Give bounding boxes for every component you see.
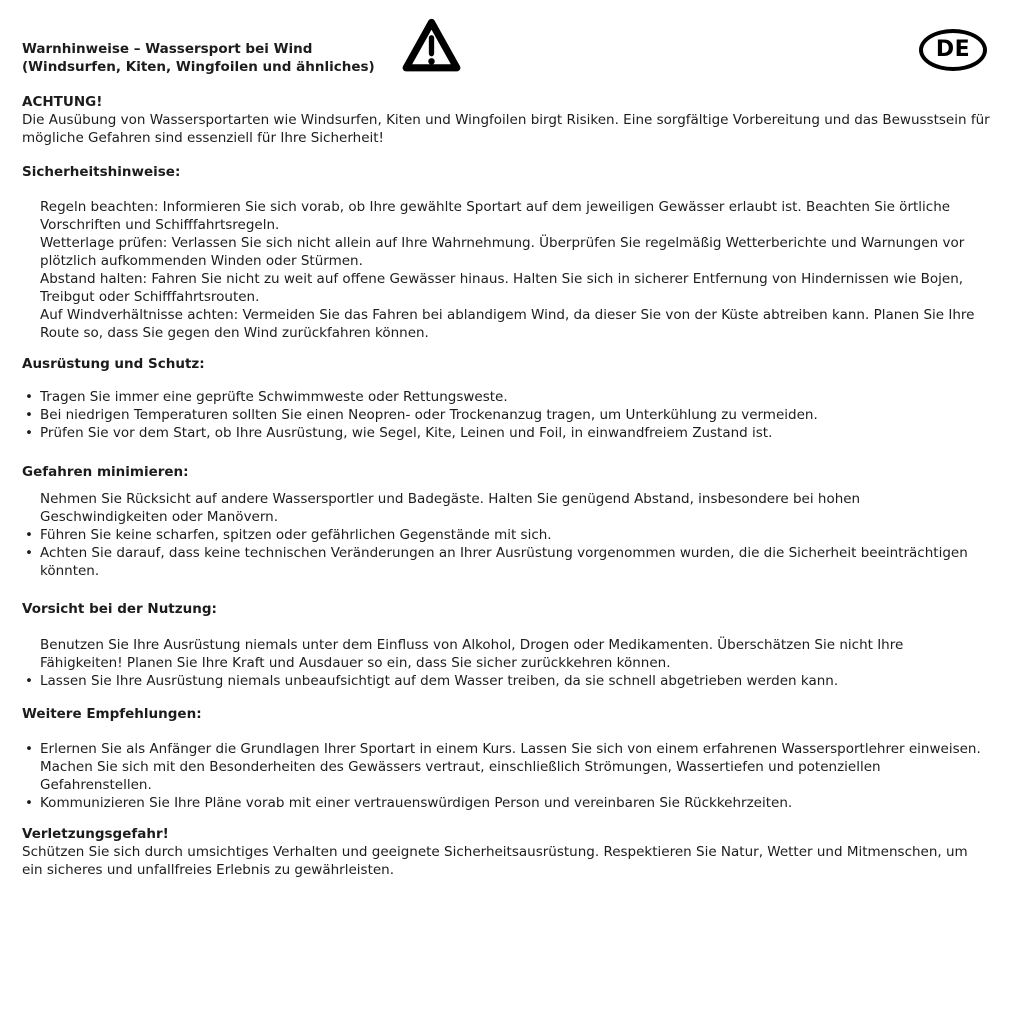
warning-triangle-icon: [402, 16, 461, 76]
bullet-item-text: Führen Sie keine scharfen, spitzen oder gefährlichen Gegenstände mit sich.: [40, 527, 552, 543]
section-heading: Verletzungsgefahr!: [22, 826, 169, 842]
page-title: [22, 40, 402, 76]
bullet-item-text: Bei niedrigen Temperaturen sollten Sie einen Neopren- oder Trockenanzug tragen, um Unterkühlung zu vermeiden.: [40, 407, 818, 423]
paragraph: Nehmen Sie Rücksicht auf andere Wassersportler und Badegäste. Halten Sie genügend Abstand, insbesondere bei hohen Geschwindigkeiten oder Manövern.: [40, 491, 861, 525]
paragraph: Die Ausübung von Wassersportarten wie Windsurfen, Kiten und Wingfoilen birgt Risiken. Eine sorgfältige Vorbereitung und das Bewusstsein für mögliche Gefahren sind essenziell für Ihre Sicherheit!: [22, 112, 990, 146]
bullet-item-text: Prüfen Sie vor dem Start, ob Ihre Ausrüstung, wie Segel, Kite, Leinen und Foil, in einwandfreiem Zustand ist.: [40, 425, 773, 441]
paragraph: Auf Windverhältnisse achten: Vermeiden Sie das Fahren bei ablandigem Wind, da dieser Sie von der Küste abtreiben kann. Planen Sie Ihre Route so, dass Sie gegen den Wind zurückfahren können.: [40, 307, 975, 341]
bullet-icon: •: [25, 545, 33, 561]
bullet-item: [22, 740, 990, 758]
bullet-item: [22, 406, 990, 424]
bullet-icon: •: [25, 527, 33, 543]
bullet-icon: •: [25, 795, 33, 811]
bullet-item: [22, 672, 990, 690]
section-achtung: [22, 93, 990, 147]
section-heading: ACHTUNG!: [22, 94, 103, 110]
section-vorsicht-bei-der-nutzung: [22, 600, 990, 690]
paragraph: Wetterlage prüfen: Verlassen Sie sich nicht allein auf Ihre Wahrnehmung. Überprüfen Sie regelmäßig Wetterberichte und Warnungen vor plötzlich aufkommenden Winden oder Stürmen.: [40, 235, 965, 269]
bullet-icon: •: [25, 425, 33, 441]
section-sicherheitshinweise: [22, 163, 990, 342]
bullet-item-text: Lassen Sie Ihre Ausrüstung niemals unbeaufsichtigt auf dem Wasser treiben, da sie schnell abgetrieben werden kann.: [40, 673, 839, 689]
bullet-item: [22, 424, 990, 442]
bullet-icon: •: [25, 673, 33, 689]
bullet-icon: •: [25, 407, 33, 423]
paragraph: Regeln beachten: Informieren Sie sich vorab, ob Ihre gewählte Sportart auf dem jeweiligen Gewässer erlaubt ist. Beachten Sie örtliche Vorschriften und Schifffahrtsregeln.: [40, 199, 951, 233]
section-heading: Sicherheitshinweise:: [22, 164, 181, 180]
section-verletzungsgefahr: [22, 825, 990, 879]
bullet-item-text: Tragen Sie immer eine geprüfte Schwimmweste oder Rettungsweste.: [40, 389, 508, 405]
section-ausruestung-und-schutz: [22, 355, 990, 442]
paragraph: Abstand halten: Fahren Sie nicht zu weit auf offene Gewässer hinaus. Halten Sie sich in sicherer Entfernung von Hindernissen wie Bojen, Treibgut oder Schifffahrtsrouten.: [40, 271, 964, 305]
section-heading: Weitere Empfehlungen:: [22, 706, 202, 722]
bullet-item: [22, 526, 990, 544]
bullet-icon: •: [25, 741, 33, 757]
bullet-item-text: Erlernen Sie als Anfänger die Grundlagen Ihrer Sportart in einem Kurs. Lassen Sie sich von einem erfahrenen Wassersportlehrer einweisen.: [40, 741, 981, 757]
bullet-item: [22, 794, 990, 812]
section-heading: Ausrüstung und Schutz:: [22, 356, 205, 372]
section-gefahren-minimieren: [22, 463, 990, 580]
paragraph: Schützen Sie sich durch umsichtiges Verhalten und geeignete Sicherheitsausrüstung. Respektieren Sie Natur, Wetter und Mitmenschen, um ein sicheres und unfallfreies Erlebnis zu gewährleisten.: [22, 844, 968, 878]
section-heading: Vorsicht bei der Nutzung:: [22, 601, 217, 617]
bullet-item-text: Achten Sie darauf, dass keine technischen Veränderungen an Ihrer Ausrüstung vorgenommen wurden, die die Sicherheit beeinträchtigen könnten.: [40, 545, 968, 579]
title-line-2: (Windsurfen, Kiten, Wingfoilen und ähnliches): [22, 59, 375, 75]
section-weitere-empfehlungen: [22, 705, 990, 812]
title-line-1: Warnhinweise – Wassersport bei Wind: [22, 41, 313, 57]
language-badge-label: DE: [935, 37, 971, 62]
document-header: [22, 37, 990, 76]
paragraph: Benutzen Sie Ihre Ausrüstung niemals unter dem Einfluss von Alkohol, Drogen oder Medikamenten. Überschätzen Sie nicht Ihre Fähigkeiten! Planen Sie Ihre Kraft und Ausdauer so ein, dass Sie sicher zurückkehren können.: [40, 637, 904, 671]
language-badge: [919, 29, 987, 71]
paragraph: Machen Sie sich mit den Besonderheiten des Gewässers vertraut, einschließlich Strömungen, Wassertiefen und potenziellen Gefahrenstellen.: [40, 759, 881, 793]
bullet-icon: •: [25, 389, 33, 405]
bullet-item: [22, 544, 990, 580]
bullet-item: [22, 388, 990, 406]
section-heading: Gefahren minimieren:: [22, 464, 189, 480]
bullet-item-text: Kommunizieren Sie Ihre Pläne vorab mit einer vertrauenswürdigen Person und vereinbaren Sie Rückkehrzeiten.: [40, 795, 793, 811]
